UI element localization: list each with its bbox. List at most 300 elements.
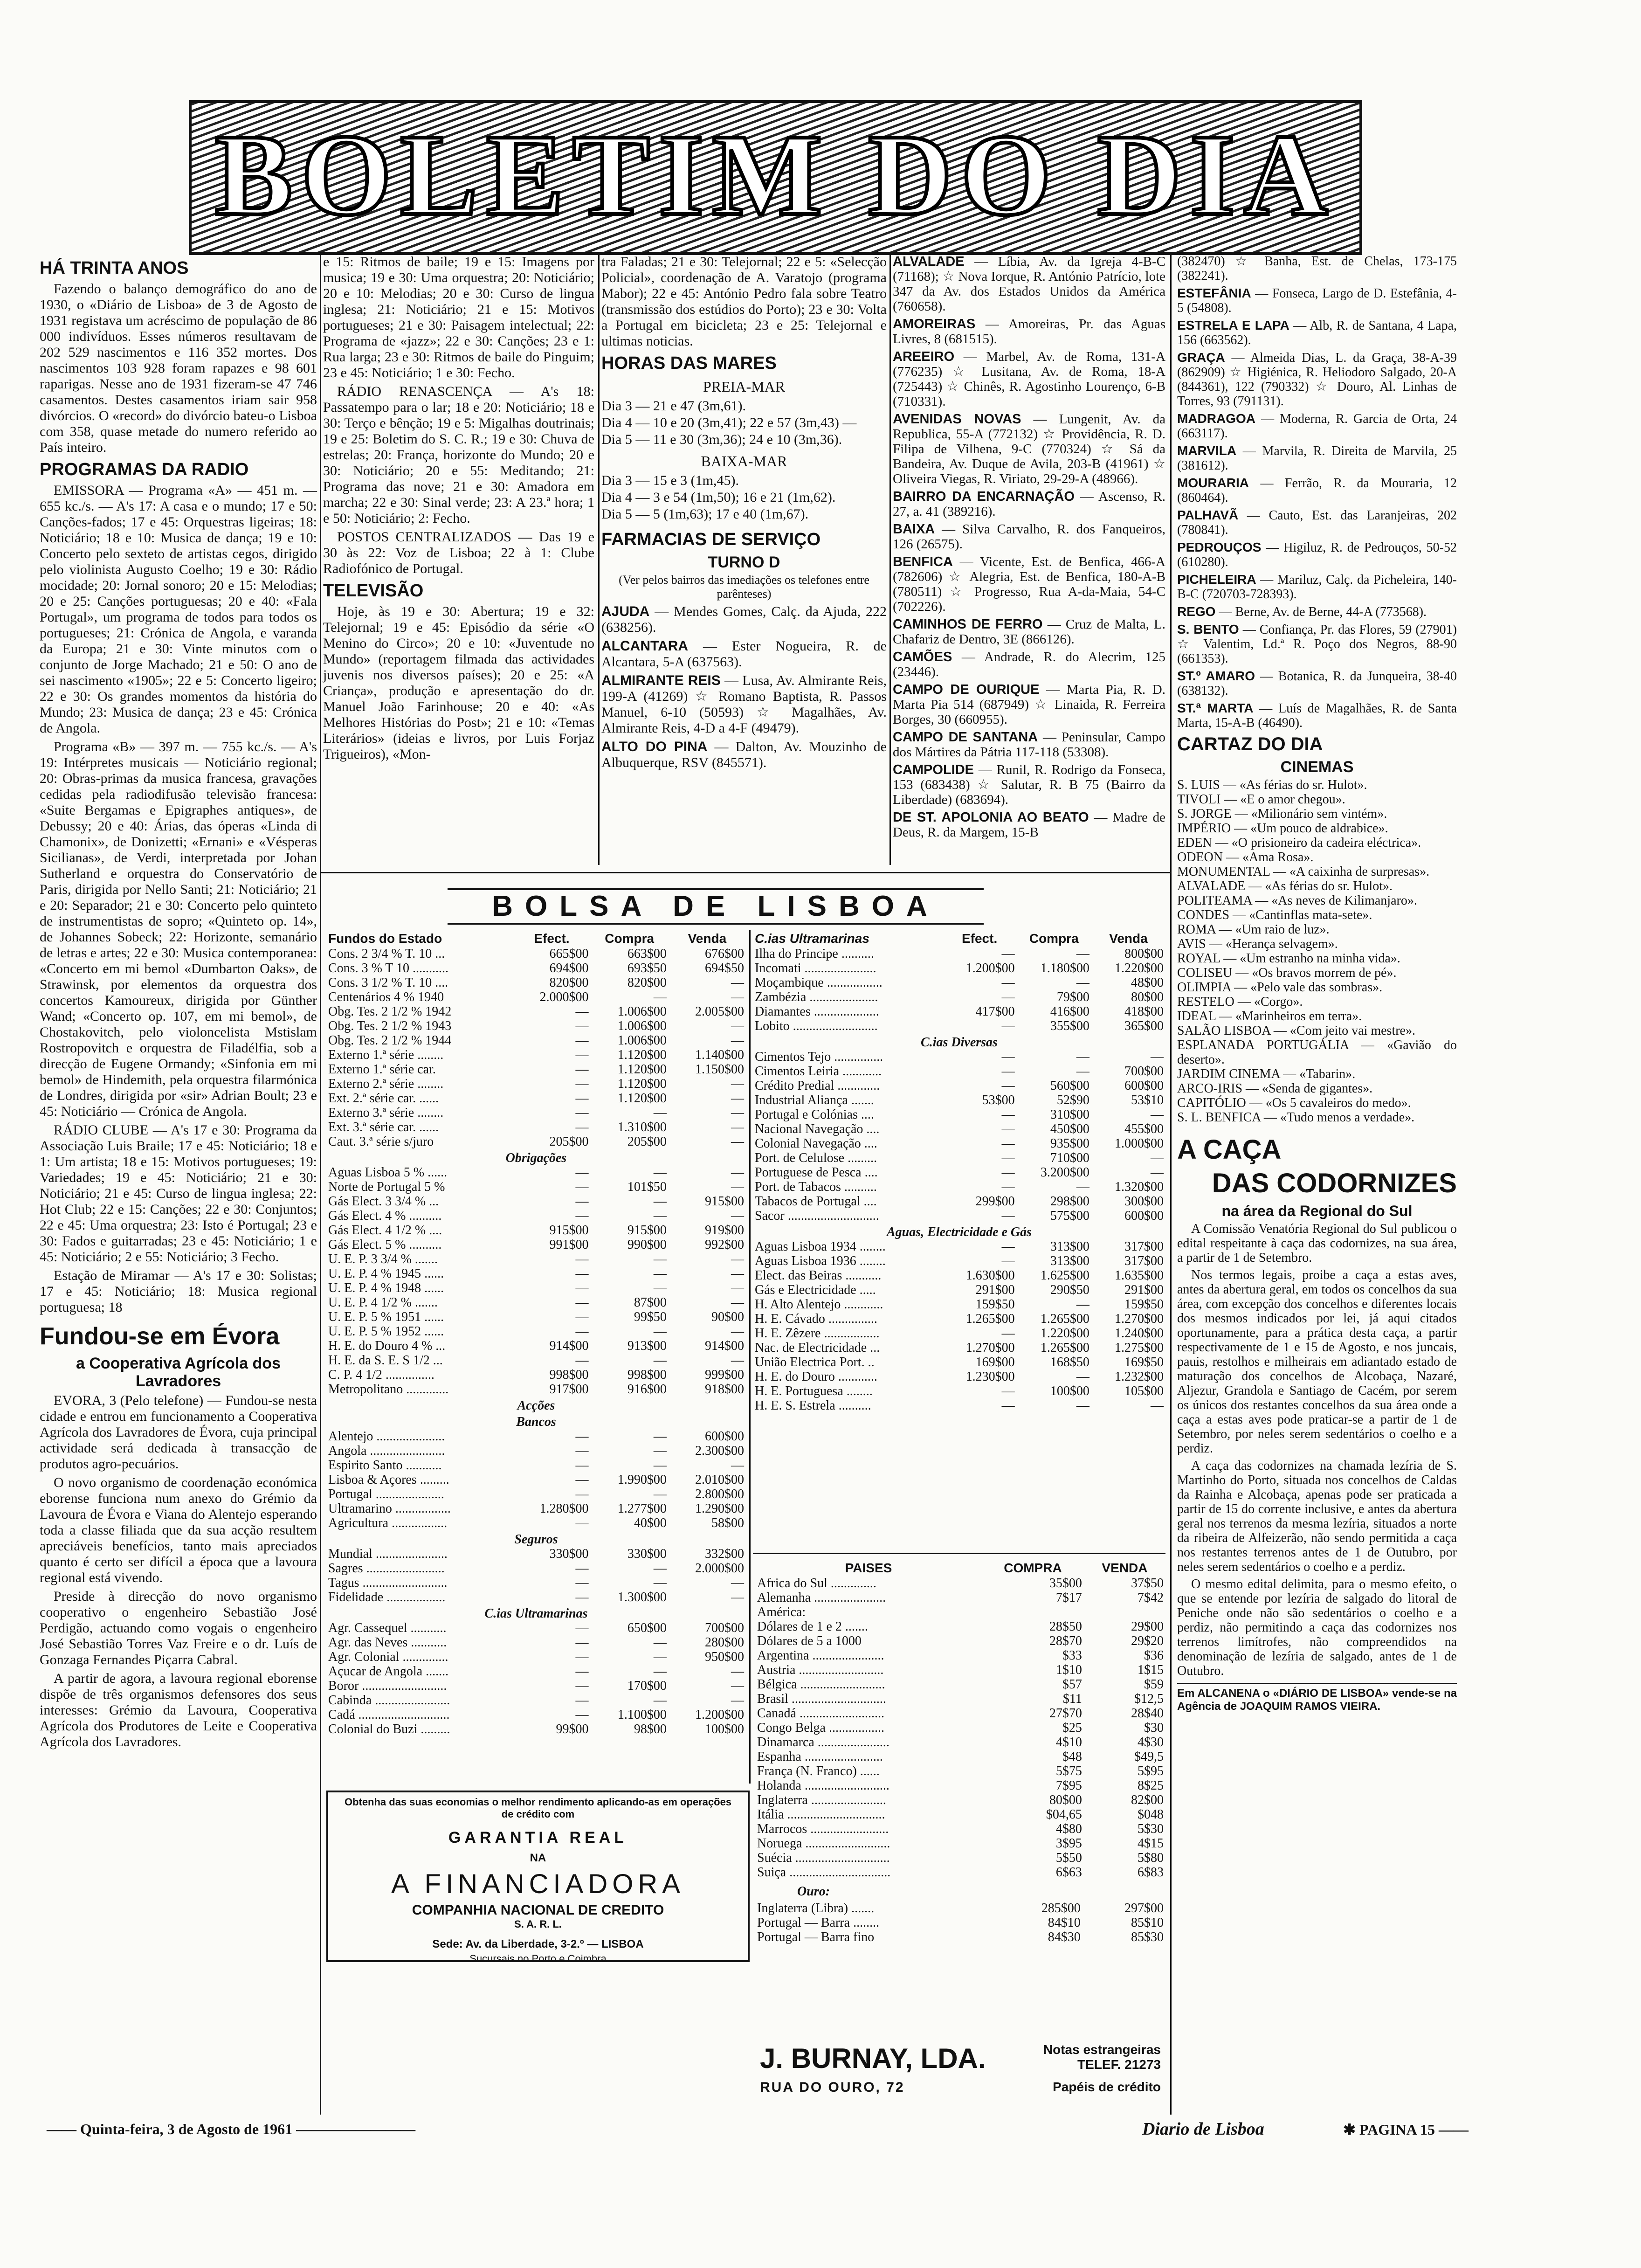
table-cell-value: $49,5 [1134,1749,1164,1764]
table-cell-label: Tabacos de Portugal .... [755,1194,877,1209]
table-row [753,1136,1165,1151]
table-cell-value: — [731,1576,744,1590]
table-cell-value: — [653,1429,667,1444]
table-cell-label: Sagres ........................ [328,1561,445,1576]
table-cell-value: — [731,1353,744,1368]
table-cell-value: — [575,1576,589,1590]
farmacia-entry: S. BENTO — Confiança, Pr. das Flores, 59 (27901) ☆ Valentim, Ld.ª R. Poço dos Negros, 88-90 (661353). [1177,622,1457,666]
bolsa-title: BOLSA DE LISBOA [448,888,984,925]
table-cell-label: Centenários 4 % 1940 [328,990,444,1004]
table-row [326,1033,746,1048]
col-header: Efect. [534,931,570,946]
ad-line: Obtenha das suas economias o melhor rendimento aplicando-as em operações de crédito com [344,1796,732,1820]
farmacia-entry: ESTEFÂNIA — Fonseca, Largo de D. Estefânia, 4-5 (54808). [1177,286,1457,315]
table-row [326,1180,746,1194]
caca-title-1: A CAÇA [1177,1134,1282,1165]
table-row [753,1093,1165,1107]
table-cell-value: 1.120$00 [617,1091,667,1106]
table-row [326,1194,746,1209]
table-cell-label: Moçambique ................. [755,975,883,990]
table-cell-value: — [1076,1180,1089,1194]
table-row [753,1064,1165,1079]
table-cell-value: 5$75 [1055,1764,1082,1778]
table-cell-value: — [731,1077,744,1091]
table-cell-value: — [731,1033,744,1048]
table-cell-value: 1.200$00 [695,1708,744,1722]
table-row [326,1635,746,1650]
table-cell-value: — [653,1635,667,1650]
table-cell-value: 700$00 [705,1621,744,1635]
table-cell-value: 298$00 [1050,1194,1089,1209]
table-cell-value: — [1001,1151,1015,1165]
evora-p1: EVORA, 3 (Pelo telefone) — Fundou-se nesta cidade e entrou em funcionamento a Cooperativa Agrícola dos Lavradores de Évora, cuja principal actividade será dedicada à transacção de produtos agro-pecuários. [40,1393,317,1472]
table-cell-value: 1.635$00 [1115,1268,1164,1283]
table-cell-value: 950$00 [705,1650,744,1664]
footer-paper: Diario de Lisboa [1142,2119,1264,2139]
table-cell-label: Noruega .......................... [757,1836,890,1851]
table-row [326,1165,746,1180]
table-cell-label: França (N. Franco) ...... [757,1764,880,1778]
table-row [755,1721,1165,1735]
table-cell-label: Inglaterra ....................... [757,1793,886,1807]
column-rule [889,254,891,865]
table-row [326,1576,746,1590]
table-row [326,1516,746,1530]
section-label: C.ias Diversas [921,1035,998,1050]
table-row [755,1901,1165,1915]
table-row [326,1266,746,1281]
table-cell-value: 355$00 [1050,1019,1089,1033]
evora-p3: Preside à direcção do novo organismo cooperativo o engenheiro Sebastião José Perdigão, actuando como vogais o engenheiro José Sebastião Torres Vaz Freire e o dr. Luís de Gonzaga Fernandes Piçarra Cabral. [40,1589,317,1667]
televisao-title: TELEVISÃO [323,581,424,601]
table-cell-value: $048 [1138,1807,1164,1822]
table-cell-label: U. E. P. 5 % 1951 ...... [328,1310,444,1324]
table-row [326,1353,746,1368]
table-cell-label: Ext. 2.ª série car. ...... [328,1091,439,1106]
table-cell-value: — [731,1165,744,1180]
burnay-line: Papéis de crédito [1053,2080,1161,2094]
table-row [753,1050,1165,1064]
cinema-item: POLITEAMA — «As neves de Kilimanjaro». [1177,893,1417,908]
table-row [753,1254,1165,1268]
evora-p4: A partir de agora, a lavoura regional eborense dispõe de três organismos defensores dos seus interesses: Grémio da Lavoura, Cooperativa Agrícola dos Produtores de Leite e Cooperativa Agrícola dos Lavradores. [40,1671,317,1749]
table-cell-value: 313$00 [1050,1254,1089,1268]
table-cell-value: 1.006$00 [617,1019,667,1033]
table-row [753,1239,1165,1254]
bolsa-left-wrap [326,930,746,1779]
farmacias-list-1 [601,604,887,771]
table-cell-value: — [575,1516,589,1530]
table-cell-value: 6$63 [1055,1865,1082,1880]
table-cell-value: 665$00 [549,947,589,961]
table-cell-label: H. E. Zêzere ................. [755,1326,880,1341]
col-header: Compra [605,931,655,946]
table-cell-value: 4$10 [1055,1735,1082,1749]
table-cell-value: — [1151,1107,1164,1122]
table-cell-value: 575$00 [1050,1209,1089,1223]
table-cell-label: Externo 1.ª série car. [328,1062,436,1077]
table-cell-value: 693$50 [627,961,667,975]
table-cell-value: 820$00 [549,975,589,990]
table-cell-value: 1.275$00 [1115,1341,1164,1355]
table-row [326,975,746,990]
table-cell-value: 7$42 [1138,1590,1164,1605]
farmacias-title: FARMACIAS DE SERVIÇO [601,530,821,549]
table-cell-value: 1.120$00 [617,1062,667,1077]
table-cell-label: Cadá ............................ [328,1708,450,1722]
footer-page: ✱ PAGINA 15 —— [1343,2121,1469,2138]
baixa-line: Dia 3 — 15 e 3 (1m,45). [601,473,739,488]
table-cell-label: Inglaterra (Libra) ....... [757,1901,875,1915]
farmacia-entry: CAMINHOS DE FERRO — Cruz de Malta, L. Chafariz de Dentro, 3E (866126). [893,617,1165,647]
table-cell-value: 90$00 [711,1310,744,1324]
table-cell-label: Ext. 3.ª série car. ...... [328,1120,439,1134]
table-cell-value: — [653,990,667,1004]
farmacia-entry: AVENIDAS NOVAS — Lungenit, Av. da Republica, 55-A (772132) ☆ Providência, R. D. Filipa de Vilhena, 9-C (770324) ☆ Sá da Bandeira, Av. Duque de Avila, 203-B (41961) ☆ Oliveira Viegas, R. Viriato, 29-29-A (48966). [893,412,1165,486]
section-label: Obrigações [505,1151,567,1165]
table-cell-value: 990$00 [627,1238,667,1252]
table-cell-value: — [1151,1151,1164,1165]
table-cell-value: 2.000$00 [695,1561,744,1576]
table-cell-value: — [575,1353,589,1368]
turno-title: TURNO D [708,553,780,571]
table-cell-label: Diamantes .................... [755,1004,879,1019]
section-label: Aguas, Electricidade e Gás [886,1225,1032,1239]
table-cell-value: 28$50 [1049,1619,1082,1634]
table-cell-value: 5$50 [1055,1851,1082,1865]
table-cell-value: 820$00 [627,975,667,990]
table-cell-value: 1.277$00 [617,1501,667,1516]
table-cell-value: 998$00 [549,1368,589,1382]
table-cell-value: 8$25 [1138,1778,1164,1793]
table-cell-label: Cabinda ....................... [328,1693,450,1708]
table-section-row [326,1149,746,1165]
table-cell-label: Aguas Lisboa 1934 ........ [755,1239,886,1254]
cinema-item: ROMA — «Um raio de luz». [1177,922,1330,937]
table-cell-value: 1.990$00 [617,1473,667,1487]
table-row [326,1310,746,1324]
burnay-ad [760,2042,1161,2108]
table-row [755,1605,1165,1619]
table-cell-value: — [653,1664,667,1679]
table-cell-value: — [1001,1398,1015,1413]
table-cell-value: 29$00 [1131,1619,1164,1634]
table-cell-label: Congo Belga ................. [757,1721,884,1735]
table-row [753,1079,1165,1093]
baixa-line: Dia 4 — 3 e 54 (1m,50); 16 e 21 (1m,62). [601,490,836,505]
ad-line: COMPANHIA NACIONAL DE CREDITO [412,1902,664,1918]
table-row [753,1268,1165,1283]
cinema-item: ARCO-IRIS — «Senda de gigantes». [1177,1081,1373,1096]
table-row [753,1297,1165,1312]
table-cell-value: — [575,1019,589,1033]
cinema-item: ODEON — «Ama Rosa». [1177,850,1314,864]
table-cell-label: Angola ....................... [328,1444,445,1458]
table-cell-value: 710$00 [1050,1151,1089,1165]
table-row [755,1590,1165,1605]
table-cell-label: Externo 3.ª série ........ [328,1106,444,1120]
table-cell-label: Canadá .......................... [757,1706,884,1721]
table-cell-value: — [1001,1254,1015,1268]
farmacia-entry: MARVILA — Marvila, R. Direita de Marvila, 25 (381612). [1177,443,1457,473]
table-row [755,1663,1165,1677]
table-cell-value: — [653,1693,667,1708]
table-cell-value: 1.120$00 [617,1048,667,1062]
table-cell-value: 916$00 [627,1382,667,1397]
cinema-item: S. L. BENFICA — «Tudo menos a verdade». [1177,1110,1415,1125]
table-cell-value: 105$00 [1124,1384,1164,1398]
table-cell-value: 332$00 [705,1547,744,1561]
table-cell-label: H. E. do Douro ............ [755,1369,877,1384]
table-cell-value: — [731,1180,744,1194]
table-cell-value: 1.265$00 [1040,1312,1089,1326]
table-cell-label: Nac. de Electricidade ... [755,1341,880,1355]
table-cell-value: — [575,1295,589,1310]
table-cell-value: 1.630$00 [965,1268,1015,1283]
table-section-row [326,1397,746,1413]
table-cell-value: — [731,1679,744,1693]
table-row [326,1693,746,1708]
baixa-title: BAIXA-MAR [701,453,787,470]
col-header: Efect. [961,931,998,946]
caca-p4: O mesmo edital delimita, para o mesmo efeito, o que se entende por lezíria de salgado do litoral de Peniche onde não são sedentários o coelho e a perdiz, não permitindo a caça das codornizes nos terrenos limítrofes, não compreendidos na denominação de lezíria de salgado, antes de 1 de Outubro. [1177,1577,1457,1678]
table-cell-value: — [575,1473,589,1487]
table-row [326,1339,746,1353]
table-cell-label: Dólares de 5 a 1000 [757,1634,862,1648]
trinta-anos-text: Fazendo o balanço demográfico do ano de 1930, o «Diário de Lisboa» de 3 de Agosto de 1931 registava um acréscimo de população de 86 000 indivíduos. Esses números resultavam de 202 529 nascimentos e 116 352 mortes. Dos nascimentos 103 928 foram rapazes e 98 601 raparigas. Nesse ano de 1931 fizeram-se 47 746 casamentos. Destes casamentos iriam sair 958 divórcios. O «record» do divórcio bateu-o Lisboa com 358, quase metade do numero referido ao País inteiro. [40,281,317,455]
table-cell-value: 4$80 [1055,1822,1082,1836]
cinema-item: CAPITÓLIO — «Os 5 cavaleiros do medo». [1177,1096,1411,1110]
table-cell-value: — [575,1266,589,1281]
table-cell-value: — [731,1120,744,1134]
table-cell-label: Cons. 2 3/4 % T. 10 ... [328,947,445,961]
table-cell-value: — [653,1576,667,1590]
table-cell-label: Port. de Tabacos .......... [755,1180,877,1194]
col-header: Venda [1109,931,1148,946]
table-cell-label: H. Alto Alentejo ............ [755,1297,883,1312]
table-row [326,990,746,1004]
table-cell-value: 300$00 [1124,1194,1164,1209]
table-cell-value: 3.200$00 [1040,1165,1089,1180]
cinemas-title: CINEMAS [1280,758,1354,776]
table-cell-value: 1$15 [1138,1663,1164,1677]
table-cell-value: 1.240$00 [1115,1326,1164,1341]
table-cell-value: — [575,1324,589,1339]
table-row [753,1180,1165,1194]
col-header: Fundos do Estado [328,931,442,946]
ouro-table [755,1901,1165,1944]
table-row [755,1677,1165,1692]
cinema-item: ROYAL — «Um estranho na minha vida». [1177,951,1400,966]
table-cell-label: Agr. Cassequel ........... [328,1621,447,1635]
table-cell-value: — [575,1561,589,1576]
section-label: Acções [517,1398,555,1413]
table-cell-label: Tagus .......................... [328,1576,448,1590]
table-row [326,1223,746,1238]
burnay-address: RUA DO OURO, 72 [760,2080,905,2095]
table-cell-label: Gás Elect. 4 1/2 % .... [328,1223,442,1238]
farmacia-entry: BAIRRO DA ENCARNAÇÃO — Ascenso, R. 27, a. 41 (389216). [893,489,1165,519]
table-cell-value: — [1001,1122,1015,1136]
table-cell-value: — [731,1295,744,1310]
cinema-item: EDEN — «O prisioneiro da cadeira eléctrica». [1177,836,1421,850]
evora-title: Fundou-se em Évora [40,1323,280,1350]
table-cell-label: Bélgica .......................... [757,1677,885,1692]
table-section-row [326,1604,746,1621]
table-row [753,1283,1165,1297]
table-row [326,1281,746,1295]
table-cell-value: 999$00 [705,1368,744,1382]
caca-subtitle: na área da Regional do Sul [1221,1203,1413,1219]
table-cell-value: 1.220$00 [1040,1326,1089,1341]
table-cell-value: 915$00 [627,1223,667,1238]
table-row [326,1722,746,1736]
radio-emissora-a: EMISSORA — Programa «A» — 451 m. — 655 kc./s. — A's 17: A casa e o mundo; 17 e 50: Canções-fados; 17 e 45: Orquestras ligeiras; 18: Noticiário; 18 e 10: Musica de dança; 19 e 10: Concerto pelo sexteto de artistas cegos, dirigido pelo violinista Augusto Coelho; 19 e 30: Rádio mocidade; 20: Jornal sonoro; 20 e 15: Melodias; 20 e 25: Canções portuguesas; 20 e 40: «Fala Portugal», um programa de todos para todos os portugueses; 21: Crónica de Angola, e varanda da Europa; 21 e 30: Vinte minutos com o conjunto de Jorge Machado; 21 e 50: O ano de sei nascimento «1905»; 22 e 5: Concerto ligeiro; 22 e 30: Os grandes momentos da história do Mundo; 23: Musica de dança; 23 e 45: Crónica de Angola. [40,483,317,736]
table-cell-value: 169$50 [1124,1355,1164,1369]
farmacia-entry: ALVALADE — Líbia, Av. da Igreja 4-B-C (71168); ☆ Nova Iorque, R. António Patrício, lote 347 da Av. dos Estados Unidos da América (760658). [893,254,1165,314]
table-cell-value [982,1605,1084,1619]
table-cell-value: 330$00 [549,1547,589,1561]
table-section-row [753,1033,1165,1050]
table-cell-value: 2.010$00 [695,1473,744,1487]
masthead-banner [189,100,1362,255]
cinema-item: ESPLANADA PORTUGÁLIA — «Gavião do deserto». [1177,1038,1457,1067]
table-cell-value: 3$95 [1055,1836,1082,1851]
cinema-item: OLIMPIA — «Pelo vale das sombras». [1177,980,1383,995]
table-cell-label: Industrial Aliança ....... [755,1093,874,1107]
table-row [326,1458,746,1473]
table-row [326,1048,746,1062]
table-cell-label: Aguas Lisboa 1936 ........ [755,1254,886,1268]
financiadora-ad [326,1791,750,1962]
table-row [755,1634,1165,1648]
table-row [753,1355,1165,1369]
table-cell-label: Espirito Santo ........... [328,1458,442,1473]
farmacia-entry: (382470) ☆ Banha, Est. de Chelas, 173-175 (382241). [1177,254,1457,283]
table-cell-value: 85$10 [1131,1915,1164,1930]
table-cell-value: — [575,1458,589,1473]
farmacia-entry: ALTO DO PINA — Dalton, Av. Mouzinho de Albuquerque, RSV (845571). [601,739,887,770]
table-row [753,1369,1165,1384]
table-row [326,1120,746,1134]
table-cell-value: 100$00 [705,1722,744,1736]
table-cell-label: Mundial ...................... [328,1547,448,1561]
col-header: VENDA [1102,1561,1148,1575]
table-row [755,1749,1165,1764]
table-cell-value: 35$00 [1049,1576,1082,1590]
table-cell-value: — [653,1458,667,1473]
table-cell-value: 650$00 [627,1621,667,1635]
table-cell-value: — [1076,1064,1089,1079]
table-cell-value: 1.280$00 [539,1501,589,1516]
table-cell-value: 917$00 [549,1382,589,1397]
table-cell-value: 1.150$00 [695,1062,744,1077]
table-cell-value: $33 [1062,1648,1082,1663]
table-cell-value: 7$17 [1055,1590,1082,1605]
farmacia-entry: PICHELEIRA — Mariluz, Calç. da Picheleira, 140-B-C (720703-728393). [1177,572,1457,602]
table-row [753,947,1165,961]
page-footer [47,2121,1469,2144]
table-row [755,1735,1165,1749]
table-cell-value: — [575,1048,589,1062]
table-cell-value: — [1076,1050,1089,1064]
table-row [753,990,1165,1004]
table-cell-value: 159$50 [1124,1297,1164,1312]
table-cell-value: — [1001,947,1015,961]
table-cell-value: — [653,1209,667,1223]
table-row [326,1487,746,1501]
table-row [326,1473,746,1487]
table-cell-label: Açucar de Angola ....... [328,1664,449,1679]
table-cell-value: — [653,1106,667,1120]
table-cell-value: — [1001,1107,1015,1122]
table-cell-label: Incomati ...................... [755,961,876,975]
table-cell-value: 48$00 [1131,975,1164,990]
table-cell-value: 168$50 [1050,1355,1089,1369]
table-row [326,947,746,961]
table-cell-label: Boror .......................... [328,1679,447,1693]
table-cell-value: 600$00 [1124,1209,1164,1223]
table-cell-label: Gás e Electricidade ..... [755,1283,876,1297]
table-cell-value: 28$70 [1049,1634,1082,1648]
table-cell-value: — [653,1281,667,1295]
table-cell-label: Dólares de 1 e 2 ....... [757,1619,868,1634]
column-3 [601,254,887,774]
caca-p2: Nos termos legais, proibe a caça a estas aves, antes da abertura geral, em todos os concelhos da sua área, com excepção dos concelhos e diferentes locais dos mesmos indicados por lei, já aqui citados oportunamente, para a prática desta caça, a partir respectivamente de 1 e 15 de Agosto, e nos juncais, pauis, restolhos e milheirais em adiantado estado de maturação dos concelhos de Alcobaça, Nazaré, Aljezur, Grandola e Santiago de Cacém, por serem os únicos dos restantes concelhos da sua área onde a caça a estas aves pode praticar-se a partir de 1 de Setembro, por neles serem sedentários o coelho e a perdiz. [1177,1268,1457,1456]
farmacia-entry: CAMÕES — Andrade, R. do Alecrim, 125 (23446). [893,650,1165,679]
farmacia-entry: GRAÇA — Almeida Dias, L. da Graça, 38-A-39 (862909) ☆ Higiénica, R. Heliodoro Salgado, 20-A (844361), 122 (790332) ☆ Douro, Al. Linhas de Torres, 93 (791131). [1177,350,1457,408]
table-row [755,1915,1165,1930]
table-cell-label: Colonial do Buzi ......... [328,1722,450,1736]
table-cell-value: — [731,1252,744,1266]
caca-title-2: DAS CODORNIZES [1212,1168,1457,1198]
table-row [326,961,746,975]
table-cell-label: Austria .......................... [757,1663,884,1677]
table-row [753,1398,1165,1413]
table-row [326,1091,746,1106]
table-cell-value: — [731,1019,744,1033]
table-cell-label: Espanha ........................ [757,1749,883,1764]
table-cell-value: 1.265$00 [1040,1341,1089,1355]
table-cell-value: 40$00 [634,1516,667,1530]
ad-line: GARANTIA REAL [448,1829,628,1846]
table-cell-value: 297$00 [1124,1901,1164,1915]
table-cell-label: Alemanha ...................... [757,1590,886,1605]
table-cell-value: 5$30 [1138,1822,1164,1836]
table-cell-value: $36 [1144,1648,1164,1663]
table-cell-label: Lisboa & Açores ......... [328,1473,449,1487]
evora-p2: O novo organismo de coordenação económica eborense funciona num anexo do Grémio da Lavoura de Évora e Viana do Alentejo esperando toda a classe filiada que da sua acção resultem apreciáveis benefícios, tanto mais apreciados quanto é certo ser difícil a época que a lavoura regional está vivendo. [40,1475,317,1585]
column-rule [320,254,321,2115]
table-cell-value: — [575,1693,589,1708]
table-cell-value: 914$00 [705,1339,744,1353]
table-cell-value: — [575,1180,589,1194]
table-cell-value: — [653,1165,667,1180]
table-cell-value: — [653,1252,667,1266]
table-cell-value: 560$00 [1050,1079,1089,1093]
table-cell-value: — [731,1590,744,1604]
table-cell-value: — [731,1664,744,1679]
table-cell-label: Gás Elect. 5 % .......... [328,1238,442,1252]
table-row [753,1312,1165,1326]
table-cell-label: Gás Elect. 4 % .......... [328,1209,442,1223]
table-cell-value: 800$00 [1124,947,1164,961]
table-cell-label: U. E. P. 5 % 1952 ...... [328,1324,444,1339]
farmacia-entry: REGO — Berne, Av. de Berne, 44-A (773568). [1177,604,1427,619]
table-cell-value: — [1001,1019,1015,1033]
table-row [326,1590,746,1604]
table-cell-value: 992$00 [705,1238,744,1252]
